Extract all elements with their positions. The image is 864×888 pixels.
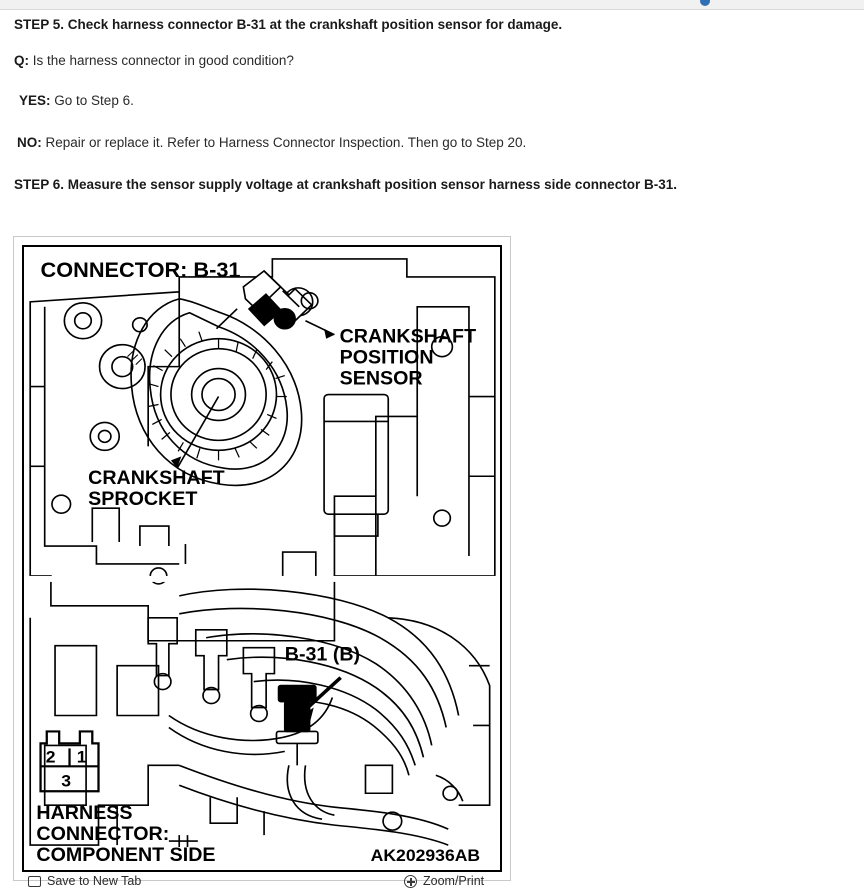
svg-text:1: 1 (76, 746, 87, 767)
svg-text:SENSOR: SENSOR (339, 368, 423, 390)
svg-text:AK202936AB: AK202936AB (370, 845, 481, 865)
svg-text:3: 3 (61, 770, 72, 791)
save-tab-icon[interactable] (28, 876, 41, 887)
yes-text: Go to Step 6. (54, 93, 134, 108)
connector-diagram-illustration (24, 247, 500, 870)
top-toolbar-strip (0, 0, 864, 10)
svg-text:B-31 (B): B-31 (B) (284, 644, 361, 666)
svg-text:HARNESS: HARNESS (36, 803, 133, 825)
step-5-heading: STEP 5. Check harness connector B-31 at the crankshaft position sensor for damage. (14, 17, 563, 32)
svg-text:2: 2 (45, 746, 56, 767)
zoom-print-button[interactable]: Zoom/Print (423, 874, 485, 888)
question-text: Is the harness connector in good condition? (32, 53, 294, 68)
save-to-new-tab-button[interactable]: Save to New Tab (47, 874, 142, 888)
svg-text:CONNECTOR:: CONNECTOR: (36, 824, 170, 846)
svg-text:POSITION: POSITION (339, 347, 434, 369)
yes-label: YES: (19, 93, 51, 108)
no-row (17, 134, 526, 152)
yes-row (19, 92, 134, 110)
svg-text:COMPONENT SIDE: COMPONENT SIDE (36, 845, 216, 866)
no-label: NO: (17, 135, 42, 150)
figure-container (13, 236, 511, 881)
figure-border (22, 245, 502, 872)
accent-dot-icon (700, 0, 710, 6)
svg-text:CRANKSHAFT: CRANKSHAFT (339, 326, 477, 348)
figure-toolbar (0, 874, 864, 888)
magnifier-icon[interactable] (404, 875, 417, 888)
question-label: Q: (14, 53, 29, 68)
step-6-heading: STEP 6. Measure the sensor supply voltage at crankshaft position sensor harness side connector B-31. (14, 177, 677, 192)
svg-text:CONNECTOR: B-31: CONNECTOR: B-31 (40, 258, 241, 282)
svg-text:SPROCKET: SPROCKET (88, 489, 198, 511)
svg-text:CRANKSHAFT: CRANKSHAFT (88, 468, 225, 490)
question-row (14, 52, 294, 70)
no-text: Repair or replace it. Refer to Harness Connector Inspection. Then go to Step 20. (45, 135, 527, 150)
